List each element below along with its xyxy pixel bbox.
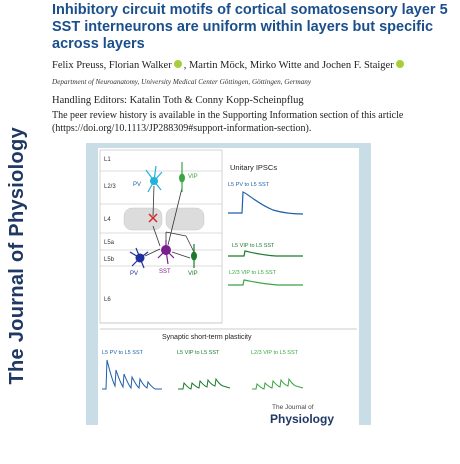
journal-name-vertical: The Journal of Physiology [6,127,28,385]
cell-label: PV [133,182,142,188]
author-name[interactable]: Martin Möck [188,60,245,71]
plasticity-label: L2/3 VIP to L5 SST [251,350,298,356]
orcid-icon[interactable] [396,60,404,68]
journal-logo-line1: The Journal of [272,404,314,411]
layer-label: L5b [104,257,115,263]
plasticity-label: L5 VIP to L5 SST [177,350,220,356]
graphical-abstract [86,143,371,425]
abstract-figure [98,148,359,459]
doi-link[interactable]: (https://doi.org/10.1113/JP288309#support-information-section). [52,122,312,134]
journal-sidebar [0,0,40,425]
trace-label: L5 VIP to L5 SST [232,243,275,249]
plasticity-trace [252,379,303,389]
author-list: Felix Preuss, Florian Walker , Martin Möck, Mirko Witte and Jochen F. Staiger [52,60,452,71]
layer-label: L4 [104,217,111,223]
ipsc-trace [228,280,303,285]
layer-label: L5a [104,240,115,246]
author-name[interactable]: Jochen F. Staiger [321,60,394,71]
cell-label: PV [130,271,139,277]
plasticity-label: L5 PV to L5 SST [102,350,143,356]
barrel-shape [166,208,204,230]
peer-review-note: The peer review history is available in the Supporting Information section of this article (https://doi.org/10.1113/JP288309#support-information-section). [52,110,452,135]
ipsc-trace [228,192,303,214]
sst-interneuron-l5 [158,240,174,264]
layer-label: L6 [104,297,111,303]
trace-label: L2/3 VIP to L5 SST [229,270,276,276]
plasticity-title: Synaptic short-term plasticity [162,334,252,341]
layer-label: L2/3 [104,184,116,190]
barrel-shape [124,208,162,230]
plasticity-trace [178,379,230,389]
handling-editors: Handling Editors: Katalin Toth & Conny Kopp-Scheinpflug [52,95,304,106]
author-name[interactable]: Felix Preuss [52,60,104,71]
cell-label: SST [159,269,171,275]
cell-label: VIP [188,271,198,277]
vip-interneuron-l23 [179,162,185,192]
author-name[interactable]: Mirko Witte [249,60,302,71]
layer-label: L1 [104,157,111,163]
ipsc-trace [228,251,303,256]
orcid-icon[interactable] [174,60,182,68]
ipsc-title: Unitary IPSCs [230,163,278,172]
article-title: Inhibitory circuit motifs of cortical somatosensory layer 5 SST interneurons are uniform within layers but specific across layers [52,2,448,52]
journal-logo-line2: Physiology [270,412,335,426]
plasticity-trace [102,360,162,389]
author-name[interactable]: Florian Walker [108,60,172,71]
cell-label: VIP [188,174,198,180]
abstract-panel [98,148,359,459]
affiliation: Department of Neuroanatomy, University Medical Center Göttingen, Göttingen, Germany [52,78,312,86]
trace-label: L5 PV to L5 SST [228,182,269,188]
pv-interneuron-l5 [130,248,148,268]
